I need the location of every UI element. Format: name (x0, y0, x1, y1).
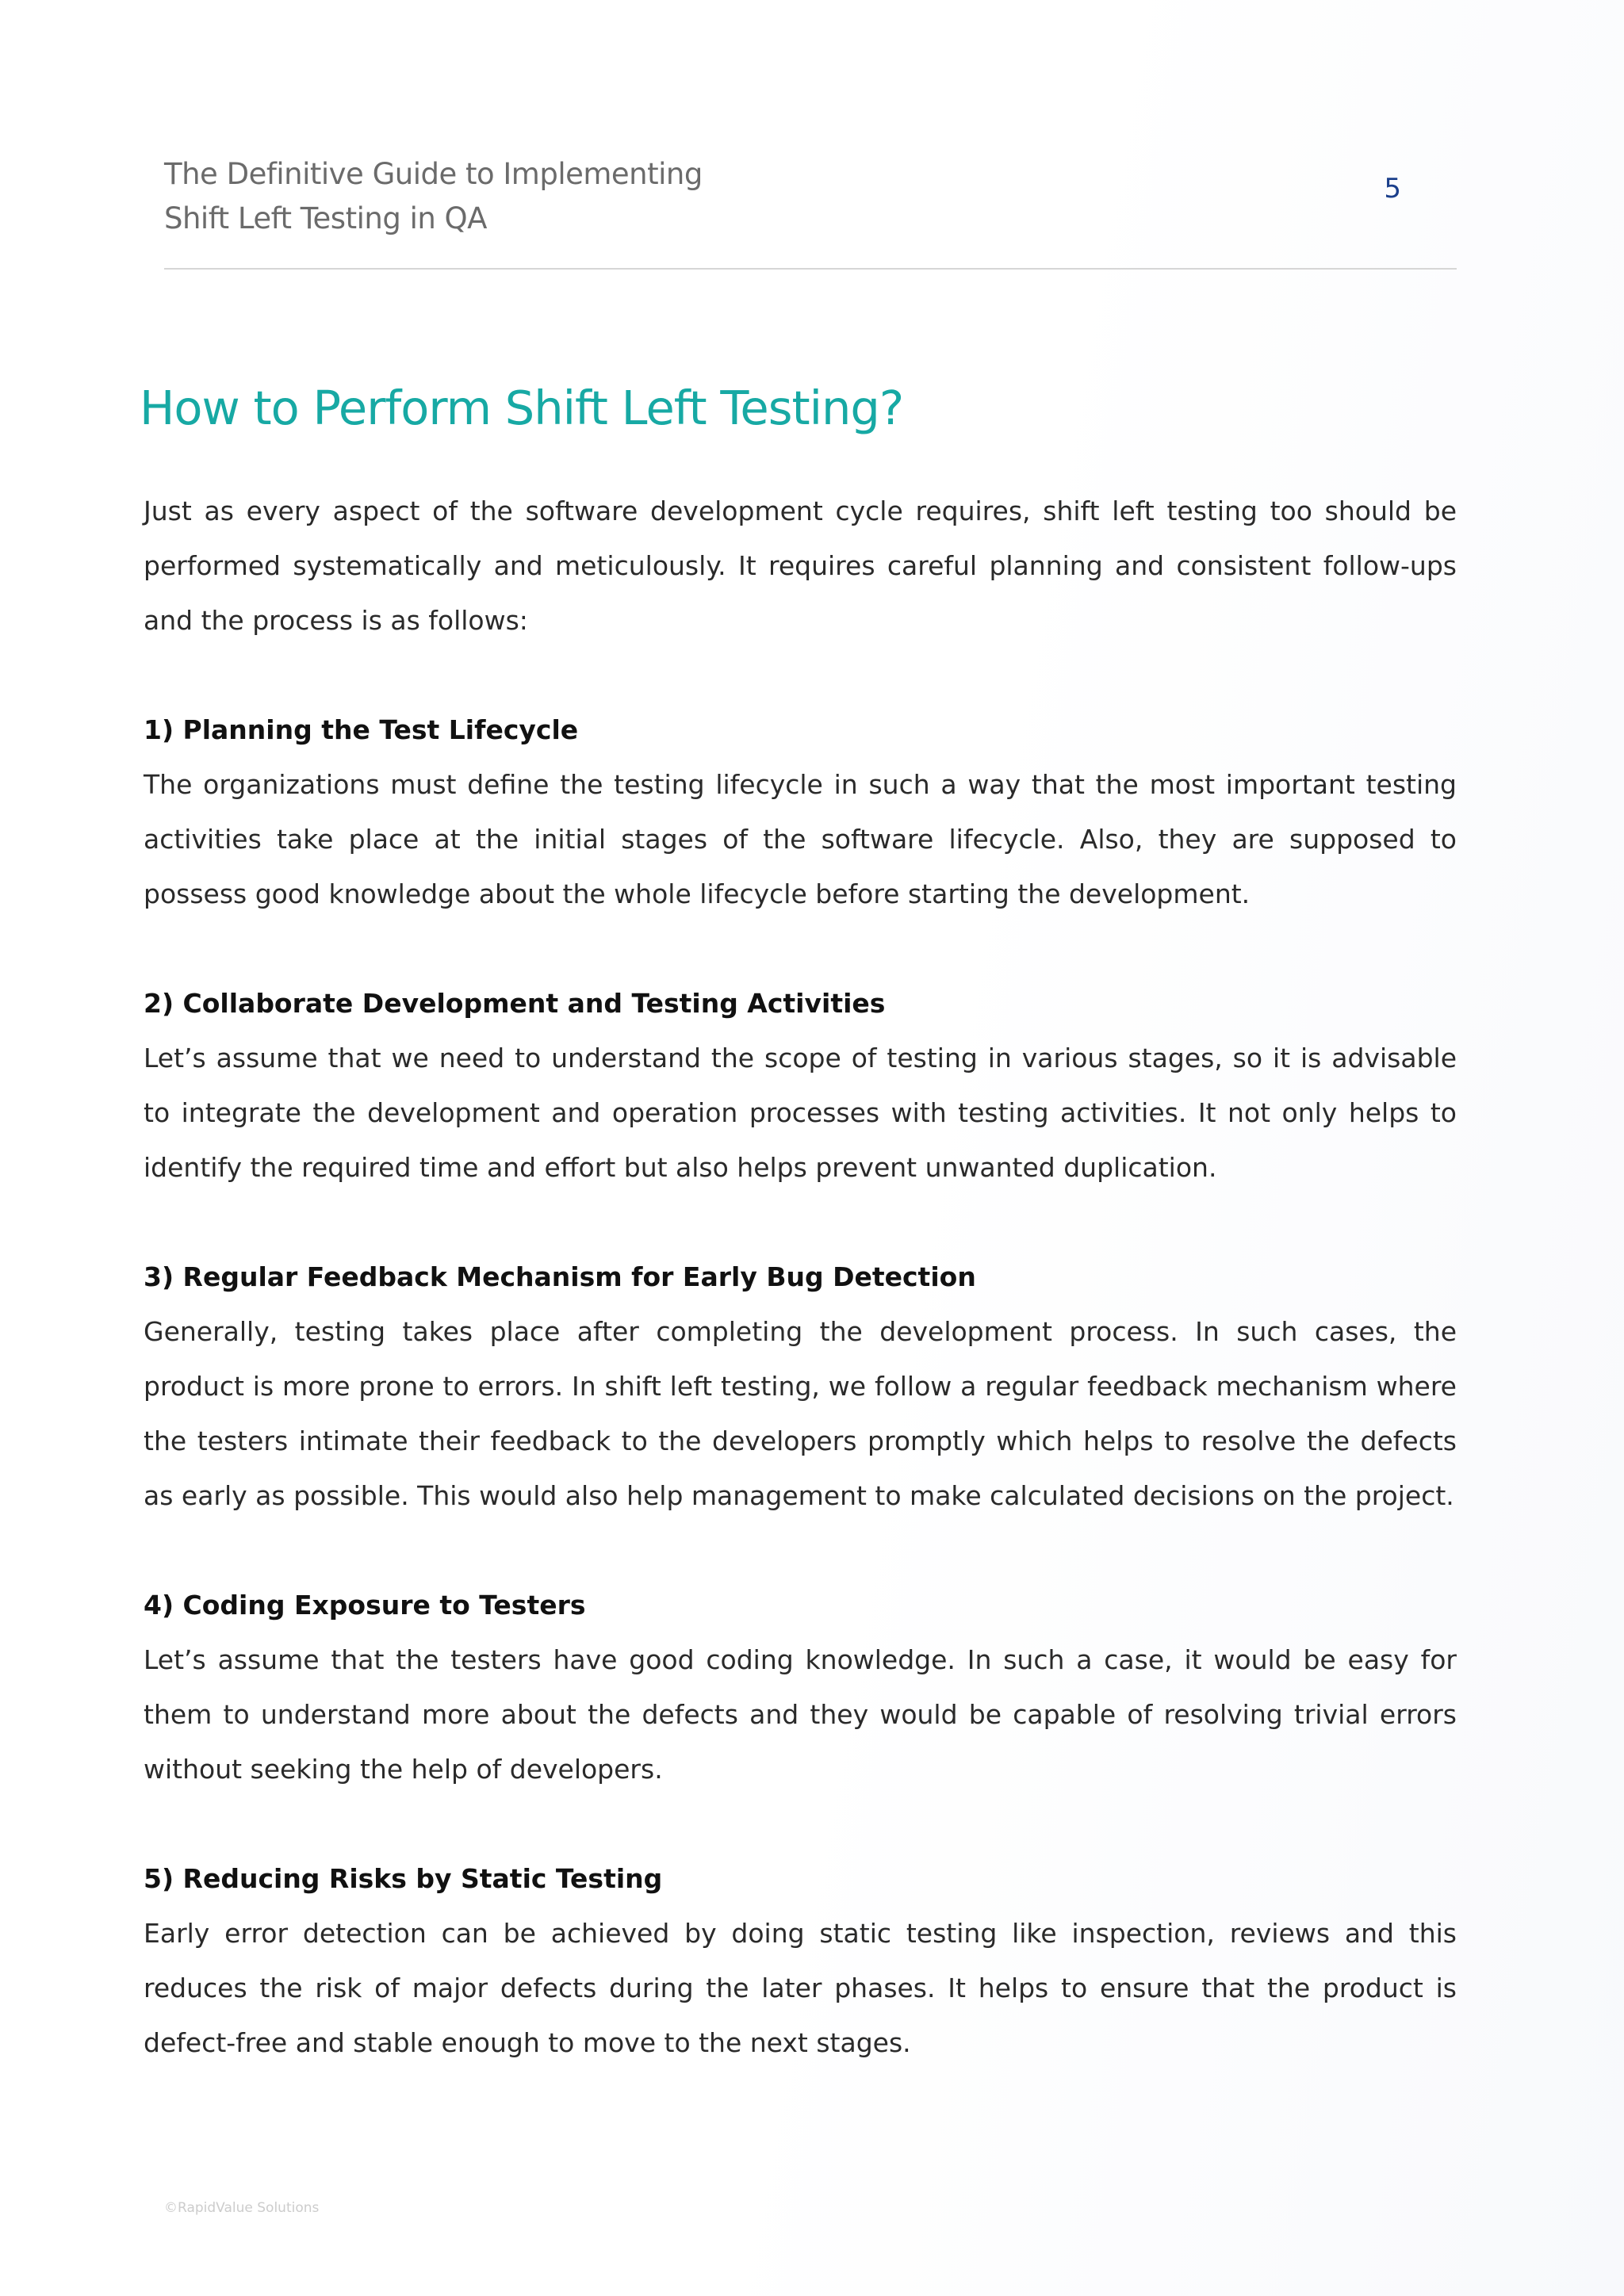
main-content (144, 484, 1457, 2070)
section-static-testing (144, 1851, 1457, 2070)
page-number: 5 (1384, 173, 1401, 205)
page-header (164, 152, 1457, 270)
intro-paragraph: Just as every aspect of the software development cycle requires, shift left testing too should be performed systematically and meticulously. It requires careful planning and consistent follow-ups and the process is as follows: (144, 496, 1457, 636)
section-body: Generally, testing takes place after completing the development process. In such cases, the product is more prone to errors. In shift left testing, we follow a regular feedback mechanism where the testers intimate their feedback to the developers promptly which helps to resolve the defects as early as possible. This would also help management to make calculated decisions on the project. (144, 1316, 1457, 1511)
section-heading: 3) Regular Feedback Mechanism for Early Bug Detection (144, 1261, 976, 1292)
section-planning (144, 702, 1457, 921)
section-body: Let’s assume that we need to understand the scope of testing in various stages, so it is advisable to integrate the development and operation processes with testing activities. It not only helps to identify the required time and effort but also helps prevent unwanted duplication. (144, 1043, 1457, 1183)
document-title-line-1: The Definitive Guide to Implementing (164, 157, 703, 191)
section-body: Let’s assume that the testers have good coding knowledge. In such a case, it would be easy for them to understand more about the defects and they would be capable of resolving trivial errors without seeking the help of developers. (144, 1644, 1457, 1785)
section-heading: 5) Reducing Risks by Static Testing (144, 1863, 663, 1894)
section-body: The organizations must define the testing lifecycle in such a way that the most important testing activities take place at the initial stages of the software lifecycle. Also, they are supposed to possess good knowledge about the whole lifecycle before starting the development. (144, 769, 1457, 909)
section-feedback (144, 1249, 1457, 1523)
section-collaborate (144, 976, 1457, 1195)
page-title: How to Perform Shift Left Testing? (140, 381, 904, 435)
document-title (164, 152, 703, 241)
document-title-line-2: Shift Left Testing in QA (164, 201, 487, 235)
section-heading: 1) Planning the Test Lifecycle (144, 714, 579, 745)
section-body: Early error detection can be achieved by doing static testing like inspection, reviews and this reduces the risk of major defects during the later phases. It helps to ensure that the product is defect-free and stable enough to move to the next stages. (144, 1918, 1457, 2058)
section-heading: 2) Collaborate Development and Testing Activities (144, 988, 886, 1019)
section-heading: 4) Coding Exposure to Testers (144, 1590, 586, 1621)
section-coding-exposure (144, 1578, 1457, 1797)
footer-copyright: ©RapidValue Solutions (164, 2200, 320, 2216)
